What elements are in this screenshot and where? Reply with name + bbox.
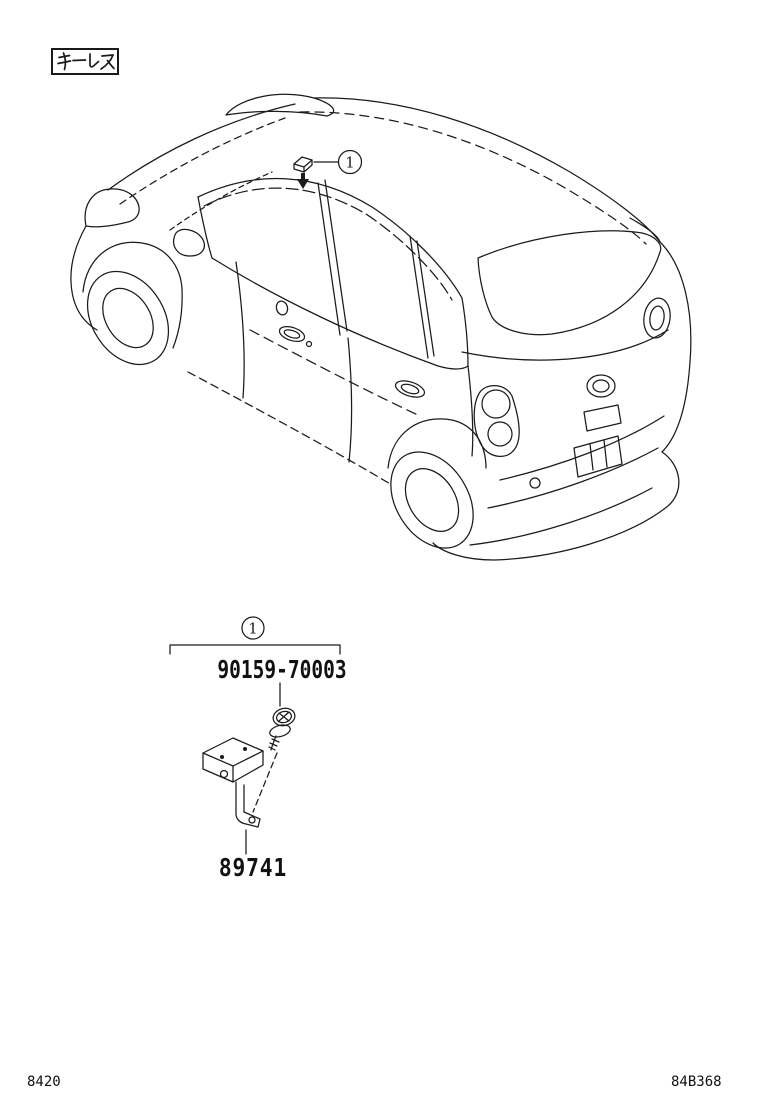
mounting-dashed-line <box>253 753 277 812</box>
door-handle-front <box>278 324 312 347</box>
car-line-art <box>71 94 691 563</box>
screw-drawing <box>268 706 296 750</box>
side-mirror <box>174 229 205 256</box>
license-garnish <box>584 405 621 431</box>
screw-part-number: 90159-70003 <box>217 655 347 684</box>
mounting-arrow-icon <box>297 173 309 189</box>
toyota-emblem <box>587 375 615 397</box>
receiver-part-number: 89741 <box>218 853 288 882</box>
keyless-system-label-text <box>53 50 117 73</box>
callout-1-number: 1 <box>345 153 355 172</box>
keyless-system-label <box>51 48 119 75</box>
door-handle-rear <box>394 378 427 401</box>
detail-callout-number: 1 <box>248 619 258 638</box>
side-marker-lamp <box>275 300 289 316</box>
footer-right-code: 84B368 <box>671 1074 722 1090</box>
receiver-location-marker <box>294 157 312 172</box>
footer-left-code: 8420 <box>27 1074 61 1090</box>
detail-bracket <box>170 645 340 654</box>
tail-light-right <box>641 296 672 339</box>
receiver-module-drawing <box>203 738 263 827</box>
front-wheel <box>71 257 185 380</box>
tail-light-left <box>474 386 519 457</box>
bumper-sensor <box>530 478 540 488</box>
